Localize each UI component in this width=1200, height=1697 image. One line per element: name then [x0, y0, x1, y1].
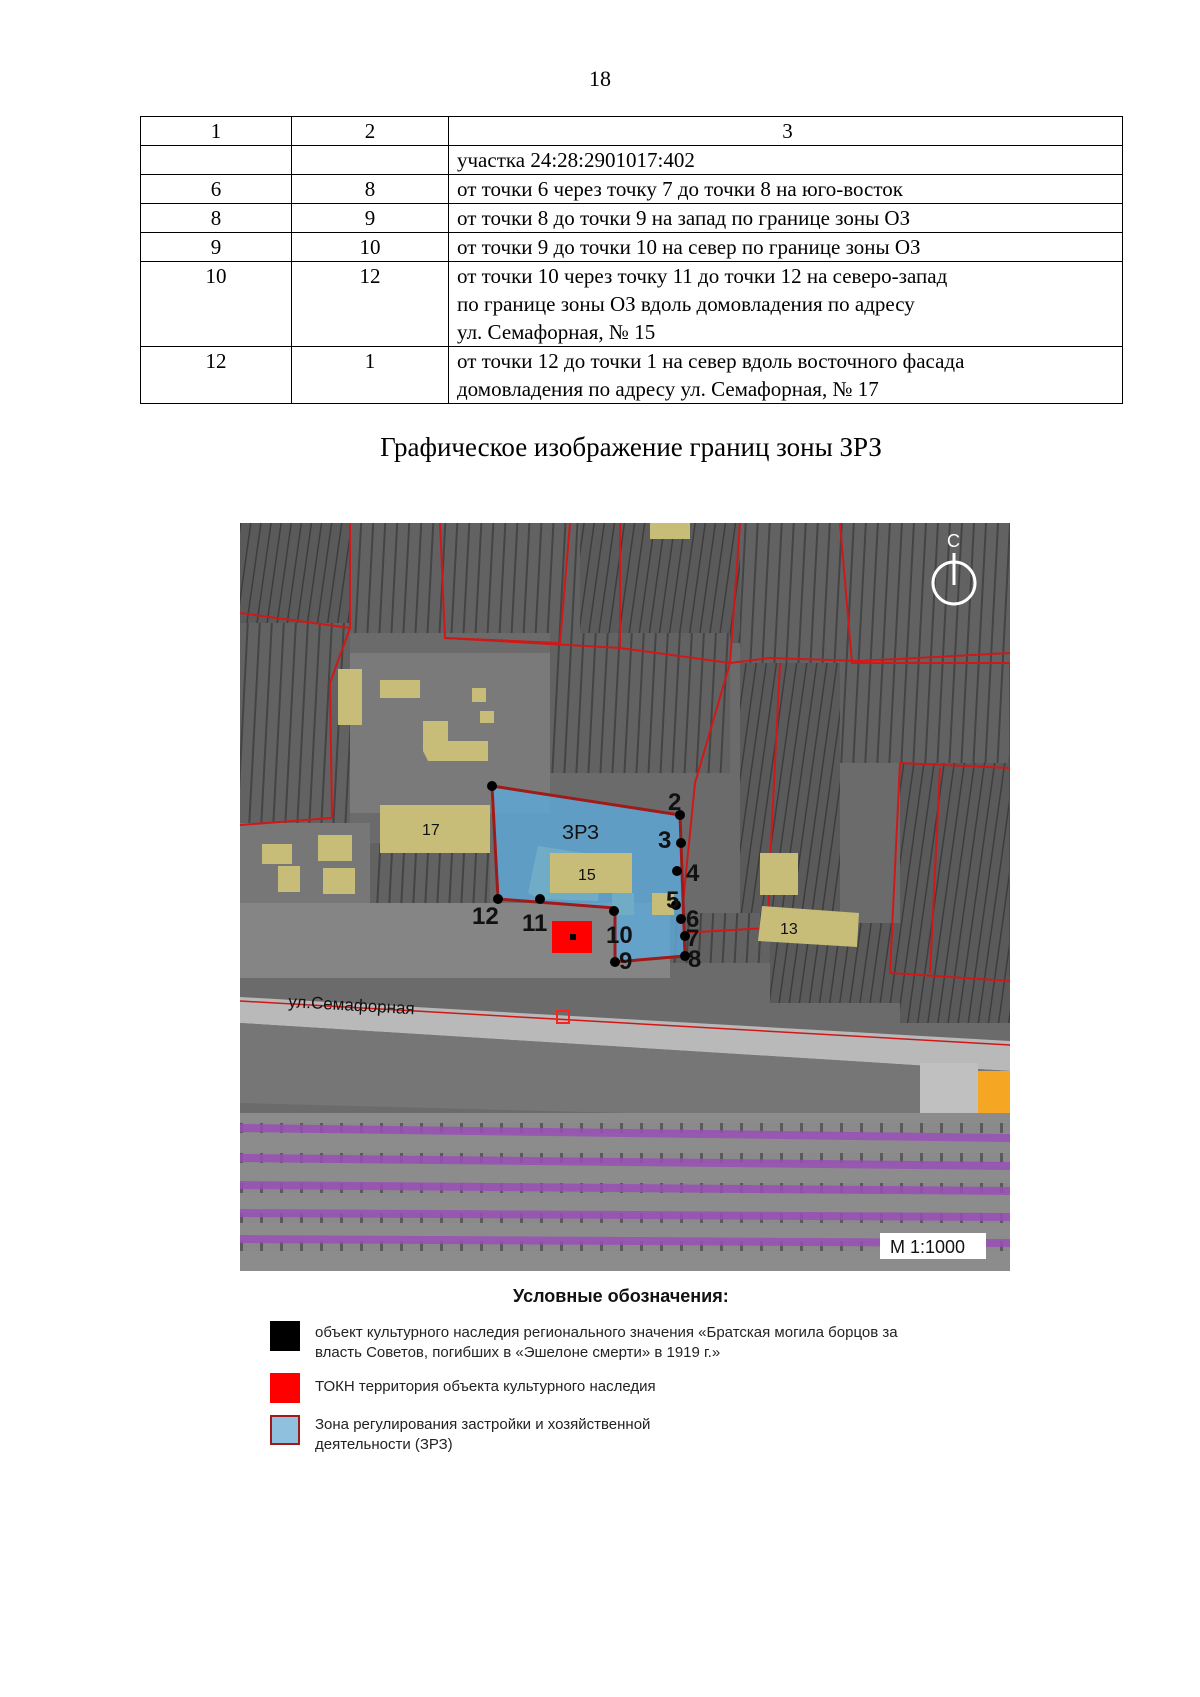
legend-title: Условные обозначения: — [513, 1286, 729, 1306]
legend-line: ТОКН территория объекта культурного наследия — [315, 1378, 656, 1395]
description-line: домовладения по адресу ул. Семафорная, № 17 — [457, 377, 879, 401]
field-plot — [580, 523, 740, 643]
point-label-5: 5 — [666, 887, 680, 914]
table-row — [141, 347, 1123, 404]
table-row — [141, 262, 1123, 347]
from-point-cell: 10 — [141, 262, 292, 347]
building-label-17: 17 — [422, 822, 440, 839]
table-header-row — [141, 117, 1123, 146]
point-label-4: 4 — [686, 860, 700, 887]
point-label-2: 2 — [668, 789, 682, 816]
description-cell — [449, 146, 1123, 175]
to-point-cell: 1 — [292, 347, 449, 404]
legend-text — [315, 1377, 975, 1397]
to-point-cell: 12 — [292, 262, 449, 347]
point-label-7: 7 — [686, 925, 700, 952]
red-square-icon — [270, 1373, 300, 1403]
header-cell: 1 — [141, 117, 292, 146]
header-cell: 3 — [449, 117, 1123, 146]
description-cell — [449, 204, 1123, 233]
legend-line: деятельности (ЗРЗ) — [315, 1436, 453, 1453]
to-point-cell: 10 — [292, 233, 449, 262]
field-plot — [550, 633, 730, 773]
description-line: по границе зоны ОЗ вдоль домовладения по адресу — [457, 292, 915, 316]
zone-map — [240, 523, 1010, 1271]
to-point-cell: 9 — [292, 204, 449, 233]
zone-label: ЗРЗ — [562, 822, 600, 844]
monument-marker — [570, 934, 576, 940]
description-cell — [449, 347, 1123, 404]
field-plot — [350, 523, 580, 633]
scale-label: М 1:1000 — [890, 1237, 966, 1257]
black-square-icon — [270, 1321, 300, 1351]
legend-line: власть Советов, погибших в «Эшелоне смерти» в 1919 г.» — [315, 1344, 721, 1361]
description-line: от точки 8 до точки 9 на запад по границе зоны ОЗ — [457, 206, 911, 230]
table-row — [141, 146, 1123, 175]
field-plot — [740, 523, 1010, 663]
description-line: от точки 12 до точки 1 на север вдоль восточного фасада — [457, 349, 965, 373]
point-label-10: 10 — [606, 922, 633, 949]
point-label-12: 12 — [472, 903, 499, 930]
description-line: участка 24:28:2901017:402 — [457, 148, 695, 172]
field-plot — [240, 623, 350, 823]
table-row — [141, 233, 1123, 262]
to-point-cell — [292, 146, 449, 175]
description-line: ул. Семафорная, № 15 — [457, 320, 656, 344]
description-line: от точки 10 через точку 11 до точки 12 на северо-запад — [457, 264, 948, 288]
compass-letter: С — [947, 531, 960, 551]
building-label-13: 13 — [780, 921, 798, 938]
street-label: ул.Семафорная — [287, 992, 416, 1019]
legend-line: объект культурного наследия регионального значения «Братская могила борцов за — [315, 1324, 898, 1341]
table-row — [141, 204, 1123, 233]
figure-caption: Графическое изображение границ зоны ЗРЗ — [380, 432, 882, 462]
legend-text — [315, 1323, 975, 1363]
from-point-cell: 12 — [141, 347, 292, 404]
field-plot — [240, 523, 350, 623]
from-point-cell: 8 — [141, 204, 292, 233]
description-cell — [449, 262, 1123, 347]
to-point-cell: 8 — [292, 175, 449, 204]
point-label-3: 3 — [658, 827, 672, 854]
description-line: от точки 6 через точку 7 до точки 8 на юго-восток — [457, 177, 903, 201]
point-label-8: 8 — [688, 946, 702, 973]
blue-square-icon — [270, 1415, 300, 1445]
building-label-15: 15 — [578, 867, 596, 884]
boundary-table — [140, 116, 1123, 404]
legend-line: Зона регулирования застройки и хозяйственной — [315, 1416, 651, 1433]
point-label-6: 6 — [686, 906, 700, 933]
legend-text — [315, 1415, 975, 1455]
field-plot — [840, 663, 1010, 763]
from-point-cell: 6 — [141, 175, 292, 204]
description-cell — [449, 233, 1123, 262]
page-number: 18 — [589, 66, 611, 91]
header-cell: 2 — [292, 117, 449, 146]
description-line: от точки 9 до точки 10 на север по границе зоны ОЗ — [457, 235, 921, 259]
table-row — [141, 175, 1123, 204]
from-point-cell — [141, 146, 292, 175]
from-point-cell: 9 — [141, 233, 292, 262]
point-label-11: 11 — [522, 910, 548, 937]
point-label-9: 9 — [619, 948, 633, 975]
description-cell — [449, 175, 1123, 204]
